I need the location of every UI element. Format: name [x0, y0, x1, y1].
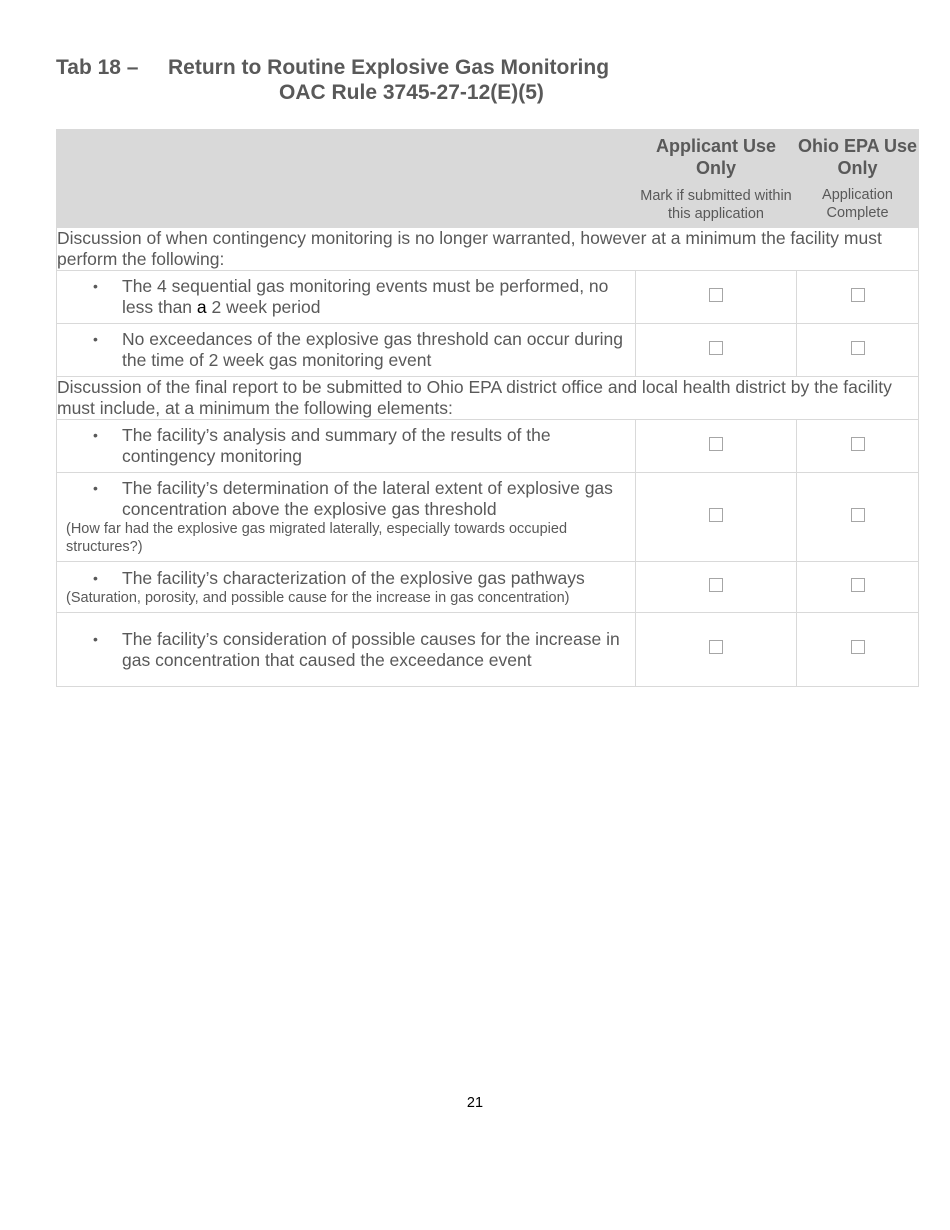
epa-checkbox[interactable]	[851, 508, 865, 522]
item-text-cell	[57, 562, 636, 613]
epa-column-header: Ohio EPA Use Only	[797, 130, 919, 180]
epa-checkbox[interactable]	[851, 288, 865, 302]
table-row	[57, 613, 919, 687]
item-note: (How far had the explosive gas migrated laterally, especially towards occupied structures?)	[66, 521, 568, 555]
applicant-column-header: Applicant Use Only	[636, 130, 797, 180]
epa-check-cell	[797, 562, 919, 613]
applicant-check-cell	[636, 324, 797, 377]
applicant-check-cell	[636, 271, 797, 324]
bullet: •	[93, 569, 98, 586]
section-heading: Discussion of the final report to be submitted to Ohio EPA district office and local health district by the facility must include, at a minimum the following elements:	[57, 377, 919, 420]
bullet: •	[93, 278, 98, 294]
tab-number: Tab 18 –	[56, 56, 139, 79]
table-row	[57, 473, 919, 562]
applicant-checkbox[interactable]	[709, 578, 723, 592]
table-row	[57, 324, 919, 377]
epa-check-cell	[797, 420, 919, 473]
item-text: The 4 sequential gas monitoring events must be performed, no less than	[122, 276, 609, 317]
applicant-check-cell	[636, 613, 797, 687]
table-row	[57, 420, 919, 473]
applicant-column-subheader: Mark if submitted within this application	[636, 180, 797, 228]
table-row	[57, 271, 919, 324]
section-heading: Discussion of when contingency monitoring is no longer warranted, however at a minimum the facility must perform the following:	[57, 228, 919, 271]
item-text-cell	[57, 420, 636, 473]
applicant-check-cell	[636, 420, 797, 473]
item-text: The facility’s consideration of possible causes for the increase in gas concentration that caused the exceedance event	[122, 628, 620, 670]
section-heading-row	[57, 377, 919, 420]
applicant-check-cell	[636, 562, 797, 613]
applicant-checkbox[interactable]	[709, 640, 723, 654]
checklist-table	[56, 129, 919, 687]
section-heading-row	[57, 228, 919, 271]
page-number: 21	[466, 1095, 484, 1111]
bullet: •	[93, 480, 98, 496]
epa-check-cell	[797, 324, 919, 377]
epa-checkbox[interactable]	[851, 640, 865, 654]
item-text-emphasis: a	[196, 297, 207, 317]
epa-check-cell	[797, 613, 919, 687]
header-blank-cell	[57, 130, 636, 228]
applicant-checkbox[interactable]	[709, 288, 723, 302]
table-row	[57, 562, 919, 613]
applicant-check-cell	[636, 473, 797, 562]
item-text-cell	[57, 271, 636, 324]
epa-checkbox[interactable]	[851, 437, 865, 451]
epa-column-subheader: Application Complete	[797, 180, 919, 228]
item-text: The facility’s analysis and summary of the results of the contingency monitoring	[122, 425, 551, 466]
item-text: The facility’s determination of the lateral extent of explosive gas concentration above the explosive gas threshold	[122, 478, 613, 519]
epa-check-cell	[797, 473, 919, 562]
item-note: (Saturation, porosity, and possible cause for the increase in gas concentration)	[66, 589, 570, 606]
item-text-cell	[57, 613, 636, 687]
applicant-checkbox[interactable]	[709, 508, 723, 522]
item-text-end: 2 week period	[206, 297, 321, 317]
epa-checkbox[interactable]	[851, 341, 865, 355]
epa-check-cell	[797, 271, 919, 324]
applicant-checkbox[interactable]	[709, 437, 723, 451]
epa-checkbox[interactable]	[851, 578, 865, 592]
bullet: •	[93, 331, 98, 347]
bullet: •	[93, 427, 98, 443]
item-text: No exceedances of the explosive gas threshold can occur during the time of 2 week gas monitoring event	[122, 329, 623, 370]
page-title	[56, 56, 609, 80]
table-header-row	[57, 130, 919, 180]
item-text-cell	[57, 473, 636, 562]
tab-title: Return to Routine Explosive Gas Monitoring	[168, 56, 610, 79]
item-text: The facility’s characterization of the explosive gas pathways	[122, 567, 585, 588]
bullet: •	[93, 630, 98, 647]
applicant-checkbox[interactable]	[709, 341, 723, 355]
item-text-cell	[57, 324, 636, 377]
rule-reference: OAC Rule 3745-27-12(E)(5)	[279, 81, 544, 104]
